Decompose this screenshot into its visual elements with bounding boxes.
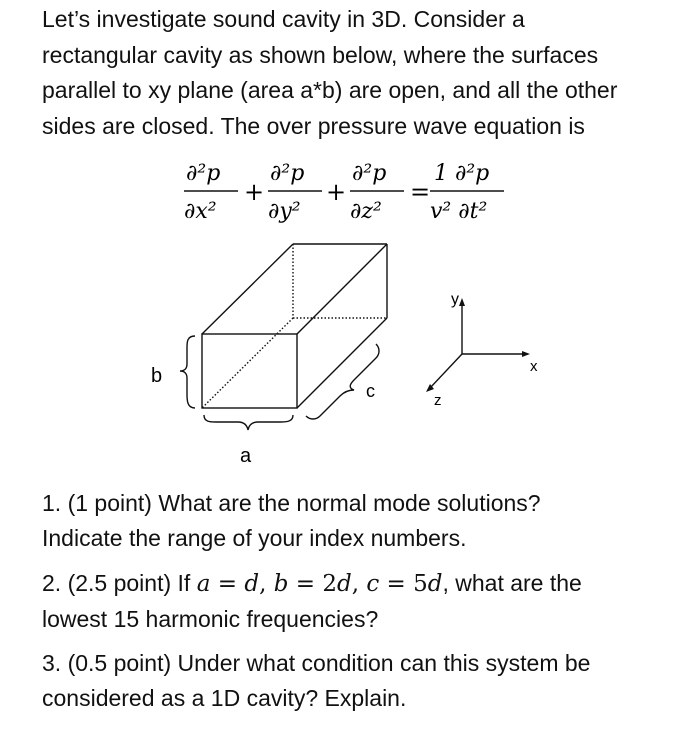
question-2: [42, 566, 667, 637]
axis-label-x: x: [530, 358, 538, 375]
axis-label-z: z: [434, 392, 442, 409]
question-3-line-1: 3. (0.5 point) Under what condition can this system be: [42, 650, 591, 676]
question-2-line-2: lowest 15 harmonic frequencies?: [42, 606, 379, 632]
axis-label-y: y: [451, 291, 459, 308]
intro-line: parallel to xy plane (area a*b) are open, and all the other: [42, 77, 618, 103]
rhs-numerator: 1 ∂²p: [434, 161, 490, 186]
term-y-denominator: ∂y²: [268, 199, 301, 224]
term-y-numerator: ∂²p: [270, 161, 305, 186]
question-1-line-1: 1. (1 point) What are the normal mode solutions?: [42, 490, 541, 516]
cavity-diagram: [140, 232, 560, 472]
brace-b: [180, 336, 195, 408]
math-sep: ,: [259, 571, 274, 597]
question-1: [42, 486, 667, 556]
math-c: c: [366, 571, 380, 597]
label-a: a: [240, 445, 252, 467]
question-2-line-1: [42, 566, 667, 602]
intro-paragraph: [42, 2, 667, 144]
brace-a: [204, 415, 293, 430]
plus-sign: +: [326, 178, 347, 206]
hidden-back-edge: [202, 318, 293, 408]
math-d: d: [336, 571, 352, 597]
math-equals: =: [210, 571, 245, 597]
wave-equation-svg: [182, 152, 512, 230]
math-a: a: [196, 571, 211, 597]
term-z-numerator: ∂²p: [352, 161, 387, 186]
cavity-figure: [140, 232, 560, 472]
wave-equation: [182, 152, 512, 230]
arrow-right-icon: [522, 351, 530, 357]
equals-sign: =: [410, 178, 431, 206]
term-x-numerator: ∂²p: [186, 161, 221, 186]
top-edge: [297, 244, 387, 334]
math-equals: = 2: [288, 571, 337, 597]
label-b: b: [151, 365, 163, 387]
plus-sign: +: [244, 178, 265, 206]
math-sep: ,: [351, 571, 367, 597]
intro-line: sides are closed. The over pressure wave equation is: [42, 112, 585, 139]
math-equals: = 5: [379, 571, 428, 597]
rhs-denominator: v² ∂t²: [430, 199, 488, 224]
question-3: [42, 646, 667, 716]
q2-suffix: , what are the: [442, 570, 582, 596]
math-d: d: [427, 571, 443, 597]
term-z-denominator: ∂z²: [350, 199, 382, 224]
top-edge: [202, 244, 293, 334]
front-face: [202, 334, 297, 408]
math-b: b: [273, 571, 289, 597]
question-1-line-2: Indicate the range of your index numbers.: [42, 525, 467, 551]
intro-line: Let’s investigate sound cavity in 3D. Consider a: [42, 6, 525, 32]
question-3-line-2: considered as a 1D cavity? Explain.: [42, 685, 407, 711]
z-axis: [430, 354, 462, 388]
label-c: c: [366, 381, 375, 401]
term-x-denominator: ∂x²: [184, 199, 217, 224]
intro-line: rectangular cavity as shown below, where the surfaces: [42, 41, 599, 68]
q2-prefix: 2. (2.5 point) If: [42, 570, 197, 596]
math-d: d: [244, 571, 260, 597]
arrow-up-icon: [459, 298, 465, 306]
